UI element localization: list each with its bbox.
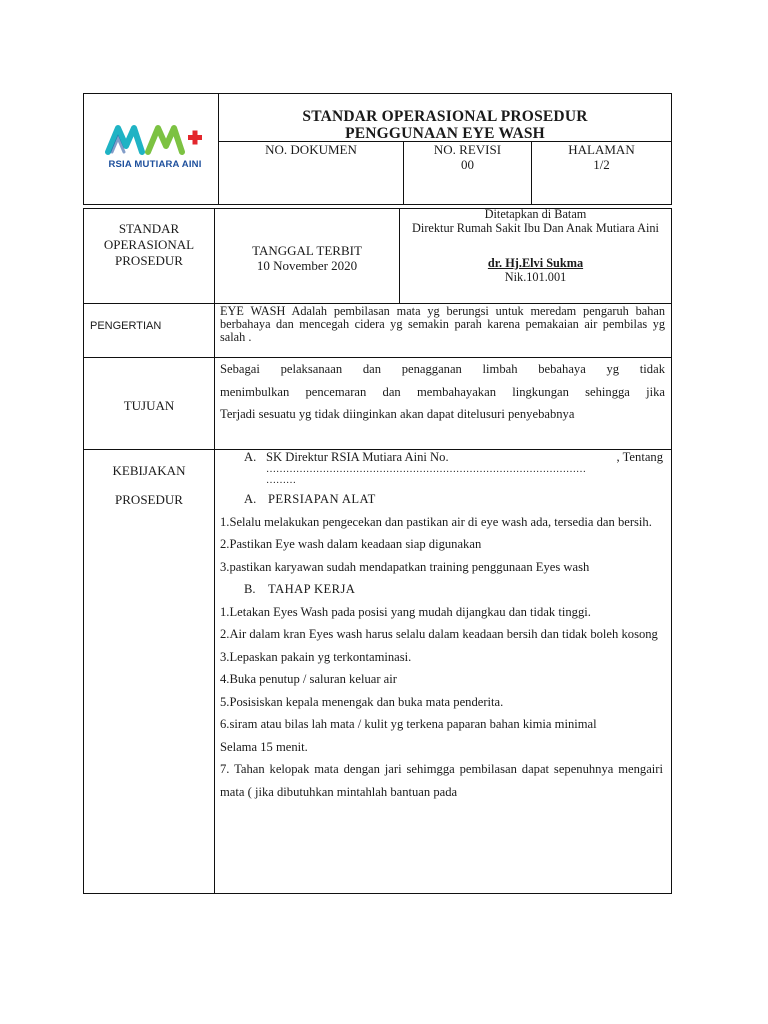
signer-name: dr. Hj.Elvi Sukma xyxy=(487,256,584,270)
header-border-left xyxy=(83,93,84,205)
header-border-right xyxy=(671,93,672,205)
no-revisi-value: 00 xyxy=(461,157,474,172)
section-a-letter: A. xyxy=(244,492,257,506)
b-item-5: 5.Posisiskan kepala menengak dan buka mata penderita. xyxy=(220,694,504,709)
sop-label xyxy=(84,221,214,269)
sop-label-line-3: PROSEDUR xyxy=(115,253,183,268)
a-item-3: 3.pastikan karyawan sudah mendapatkan training penggunaan Eyes wash xyxy=(220,559,590,574)
prosedur-content xyxy=(220,488,663,803)
b-item-4: 4.Buka penutup / saluran keluar air xyxy=(220,672,397,686)
kebijakan-item-letter: A. xyxy=(244,450,257,464)
b-item-1: 1.Letakan Eyes Wash pada posisi yang mudah dijangkau dan tidak tinggi. xyxy=(220,604,591,619)
header-border-top xyxy=(83,93,672,94)
section-b-heading xyxy=(220,578,663,601)
no-dokumen-cell xyxy=(219,142,403,157)
kebijakan-item-tentang: , Tentang xyxy=(616,450,663,464)
b-item-7: Selama 15 menit. xyxy=(220,739,308,754)
document-title xyxy=(219,108,671,142)
section-a-heading xyxy=(220,488,663,511)
tujuan-label: TUJUAN xyxy=(123,398,175,413)
no-dokumen-label: NO. DOKUMEN xyxy=(265,142,357,157)
section-b-title: TAHAP KERJA xyxy=(268,582,356,596)
title-line-1: STANDAR OPERASIONAL PROSEDUR xyxy=(302,108,588,125)
kebijakan-dots-2: ……… xyxy=(266,475,296,486)
a-item-2: 2.Pastikan Eye wash dalam keadaan siap digunakan xyxy=(220,537,482,551)
halaman-label: HALAMAN xyxy=(568,142,635,157)
sop-label-line-1: STANDAR xyxy=(118,221,180,236)
kebijakan-dots-1: …………………………………………………………………………………… xyxy=(266,464,586,475)
pengertian-text: EYE WASH Adalah pembilasan mata yg berungsi untuk meredam pengaruh bahan berbahaya dan mencegah cidera yg semakin parah karena pemakaian air pembilas yg salah . xyxy=(220,304,665,344)
b-item-8: 7. Tahan kelopak mata dengan jari sehimgga pembilasan dapat sepenuhnya mengairi mata ( jika dibutuhkan mintahlah bantuan pada xyxy=(220,762,663,799)
signer-nik: Nik.101.001 xyxy=(504,269,567,284)
header-border-bottom xyxy=(83,204,672,205)
halaman-value: 1/2 xyxy=(593,157,610,172)
kebijakan-label: KEBIJAKAN xyxy=(112,463,186,478)
section-b-letter: B. xyxy=(244,582,256,596)
main-border-right xyxy=(671,208,672,894)
kebijakan-item-text: SK Direktur RSIA Mutiara Aini No. xyxy=(266,450,449,464)
mutiara-aini-logo-icon xyxy=(100,120,210,156)
title-line-2: PENGGUNAAN EYE WASH xyxy=(345,125,545,142)
main-border-left xyxy=(83,208,84,894)
tanggal-terbit-value: 10 November 2020 xyxy=(256,258,358,273)
ditetapkan-text: Ditetapkan di Batam xyxy=(484,207,587,221)
tanggal-terbit-label: TANGGAL TERBIT xyxy=(252,243,362,258)
prosedur-label: PROSEDUR xyxy=(115,492,183,507)
main-col-divider xyxy=(214,208,215,894)
direktur-text: Direktur Rumah Sakit Ibu Dan Anak Mutiara Aini xyxy=(412,220,659,235)
tujuan-text xyxy=(220,358,665,426)
pengertian-label: PENGERTIAN xyxy=(90,320,162,332)
no-revisi-cell xyxy=(404,142,531,172)
section-a-title: PERSIAPAN ALAT xyxy=(268,492,376,506)
main-border-bottom xyxy=(83,893,672,894)
sop-label-line-2: OPERASIONAL xyxy=(103,237,195,252)
b-item-6: 6.siram atau bilas lah mata / kulit yg terkena paparan bahan kimia minimal xyxy=(220,717,597,731)
tujuan-line-3: Terjadi sesuatu yg tidak diinginkan akan dapat ditelusuri penyebabnya xyxy=(220,407,575,421)
no-revisi-label: NO. REVISI xyxy=(433,142,502,157)
halaman-cell xyxy=(532,142,671,172)
a-item-1: 1.Selalu melakukan pengecekan dan pastikan air di eye wash ada, tersedia dan bersih. xyxy=(220,514,652,529)
kebijakan-item xyxy=(220,450,665,486)
tanggal-terbit-cell xyxy=(215,243,399,273)
hospital-logo xyxy=(100,120,210,180)
b-item-3: 3.Lepaskan pakain yg terkontaminasi. xyxy=(220,649,412,664)
tujuan-line-1: Sebagai pelaksanaan dan penagganan limbah bebahaya yg tidak xyxy=(220,362,665,376)
b-item-2: 2.Air dalam kran Eyes wash harus selalu dalam keadaan bersih dan tidak boleh kosong xyxy=(220,627,658,641)
tujuan-line-2: menimbulkan pencemaran dan membahayakan lingkungan sehingga jika xyxy=(220,384,665,399)
penetapan-cell xyxy=(400,208,671,284)
logo-text: RSIA MUTIARA AINI xyxy=(108,159,202,170)
